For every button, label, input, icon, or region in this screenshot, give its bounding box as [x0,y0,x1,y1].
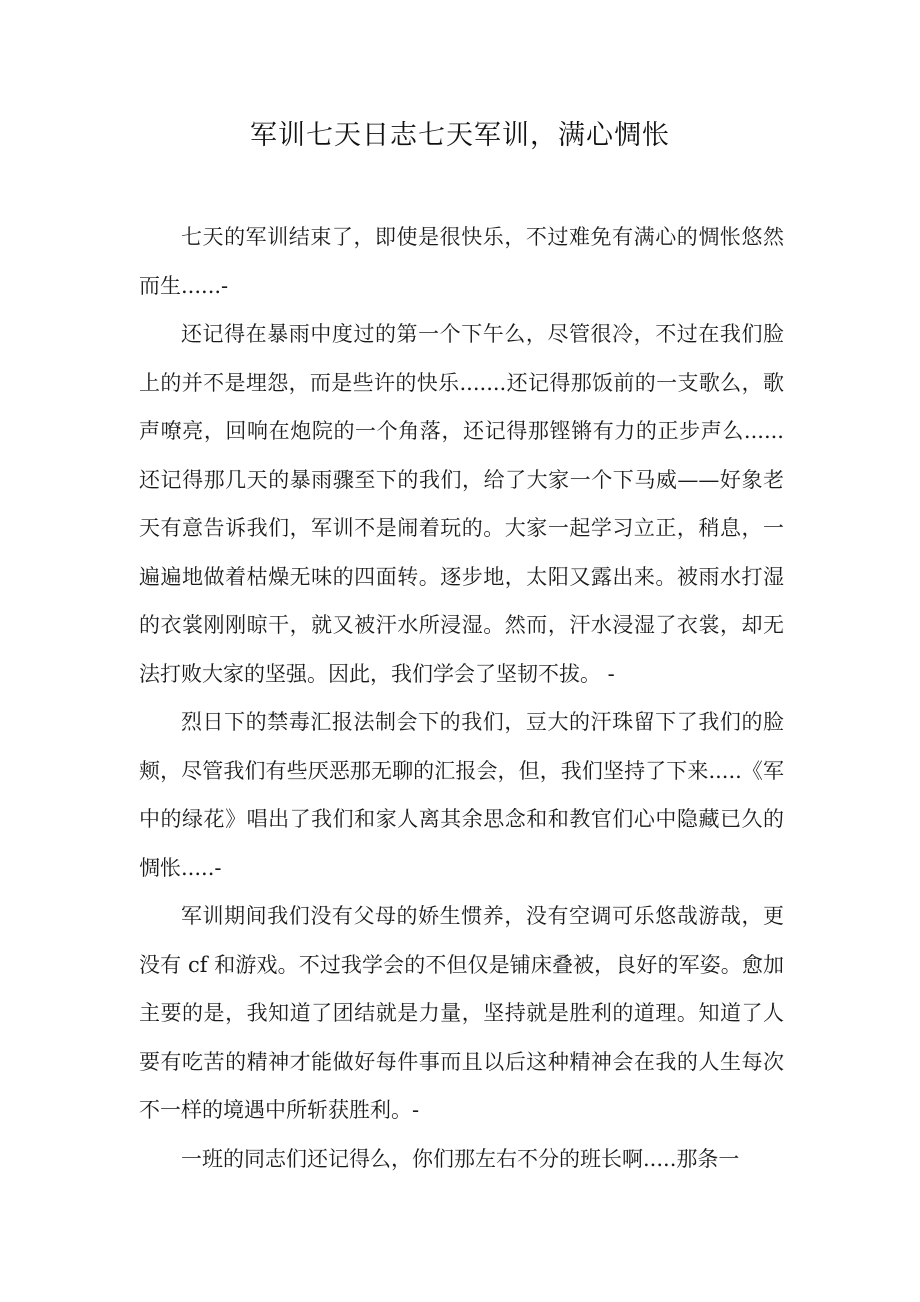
document-title: 军训七天日志七天军训，满心惆怅 [250,120,670,151]
document-body [139,213,784,1183]
paragraph-2: 还记得在暴雨中度过的第一个下午么，尽管很冷，不过在我们脸上的并不是埋怨，而是些许的快乐.......还记得那饭前的一支歌么，歌声嘹亮，回响在炮院的一个角落，还记得那铿锵有力的正步声么......还记得那几天的暴雨骤至下的我们，给了大家一个下马威——好象老天有意告诉我们，军训不是闹着玩的。大家一起学习立正，稍息，一遍遍地做着枯燥无味的四面转。逐步地，太阳又露出来。被雨水打湿的衣裳刚刚晾干，就又被汗水所浸湿。然而，汗水浸湿了衣裳，却无法打败大家的坚强。因此，我们学会了坚韧不拔。 - [139,322,784,686]
paragraph-3: 烈日下的禁毒汇报法制会下的我们，豆大的汗珠留下了我们的脸颊，尽管我们有些厌恶那无聊的汇报会，但，我们坚持了下来.....《军中的绿花》唱出了我们和家人离其余思念和和教官们心中隐藏已久的惆怅.....- [139,710,784,880]
paragraph-4: 军训期间我们没有父母的娇生惯养，没有空调可乐悠哉游哉，更没有 cf 和游戏。不过我学会的不但仅是铺床叠被，良好的军姿。愈加主要的是，我知道了团结就是力量，坚持就是胜利的道理。知道了人要有吃苦的精神才能做好每件事而且以后这种精神会在我的人生每次不一样的境遇中所斩获胜利。- [139,904,784,1122]
paragraph-1: 七天的军训结束了，即使是很快乐，不过难免有满心的惆怅悠然而生......- [139,225,784,298]
paragraph-5: 一班的同志们还记得么，你们那左右不分的班长啊.....那条一 [181,1146,740,1171]
